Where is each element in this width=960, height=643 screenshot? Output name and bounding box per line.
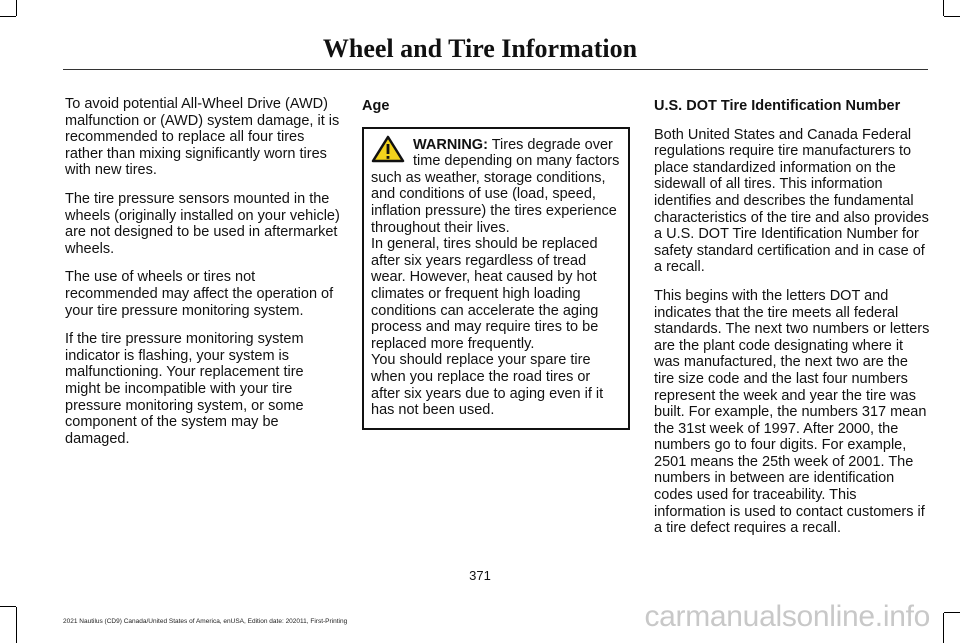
header-divider (63, 69, 928, 70)
paragraph: The tire pressure sensors mounted in the wheels (originally installed on your vehicle) are not designed to be used in aftermarket wheels. (65, 190, 340, 257)
crop-mark (16, 0, 17, 16)
paragraph: To avoid potential All-Wheel Drive (AWD) malfunction or (AWD) system damage, it is recommended to replace all four tires rather than mixing significantly worn tires with new tires. (65, 96, 340, 179)
crop-mark (0, 606, 16, 607)
crop-mark (943, 0, 944, 16)
watermark: carmanualsonline.info (644, 600, 930, 633)
paragraph: Both United States and Canada Federal regulations require tire manufacturers to place standardized information on the sidewall of all tires. This information identifies and describes the fundamental characteristics of the tire and also provides a U.S. DOT Tire Identification Number for safety standard certification and in case of a recall. (654, 126, 929, 276)
warning-box (362, 127, 630, 430)
column-right (654, 96, 930, 549)
column-left (65, 96, 341, 459)
section-heading-age: Age (362, 98, 390, 114)
crop-mark (944, 16, 960, 17)
warning-text: In general, tires should be replaced after six years regardless of tread wear. However, heat caused by hot climates or frequent high loading conditions can accelerate the aging process and may require tires to be replaced more frequently. (371, 236, 599, 352)
edition-footer: 2021 Nautilus (CD9) Canada/United States of America, enUSA, Edition date: 202011, First-Printing (63, 618, 348, 625)
paragraph: This begins with the letters DOT and indicates that the tire meets all federal standards. The next two numbers or letters are the plant code designating where it was manufactured, the next two are the tire size code and the last four numbers represent the week and year the tire was built. For example, the numbers 317 mean the 31st week of 1997. After 2000, the numbers go to four digits. For example, 2501 means the 25th week of 2001. The numbers in between are identification codes used for traceability. This information is used to contact customers if a tire defect requires a recall. (654, 287, 930, 537)
section-heading-dot: U.S. DOT Tire Identification Number (654, 98, 901, 114)
column-middle (362, 96, 630, 430)
page-title: Wheel and Tire Information (322, 34, 638, 63)
crop-mark (16, 607, 17, 643)
page-number: 371 (469, 568, 491, 583)
warning-label: WARNING: (413, 136, 488, 153)
crop-mark (943, 613, 944, 643)
warning-triangle-icon (371, 135, 405, 163)
paragraph: The use of wheels or tires not recommended may affect the operation of your tire pressure monitoring system. (65, 269, 334, 319)
paragraph: If the tire pressure monitoring system indicator is flashing, your system is malfunctioning. Your replacement tire might be incompatible with your tire pressure monitoring system, or some component of the system may be damaged. (65, 331, 304, 447)
warning-text: Tires degrade over time depending on many factors such as weather, storage conditions, and conditions of use (load, speed, inflation pressure) the tires experience throughout their lives. (371, 136, 620, 236)
crop-mark (0, 16, 16, 17)
warning-text: You should replace your spare tire when you replace the road tires or after six years due to aging even if it has not been used. (371, 352, 604, 419)
warning-paragraph (371, 137, 622, 237)
crop-mark (944, 612, 960, 613)
